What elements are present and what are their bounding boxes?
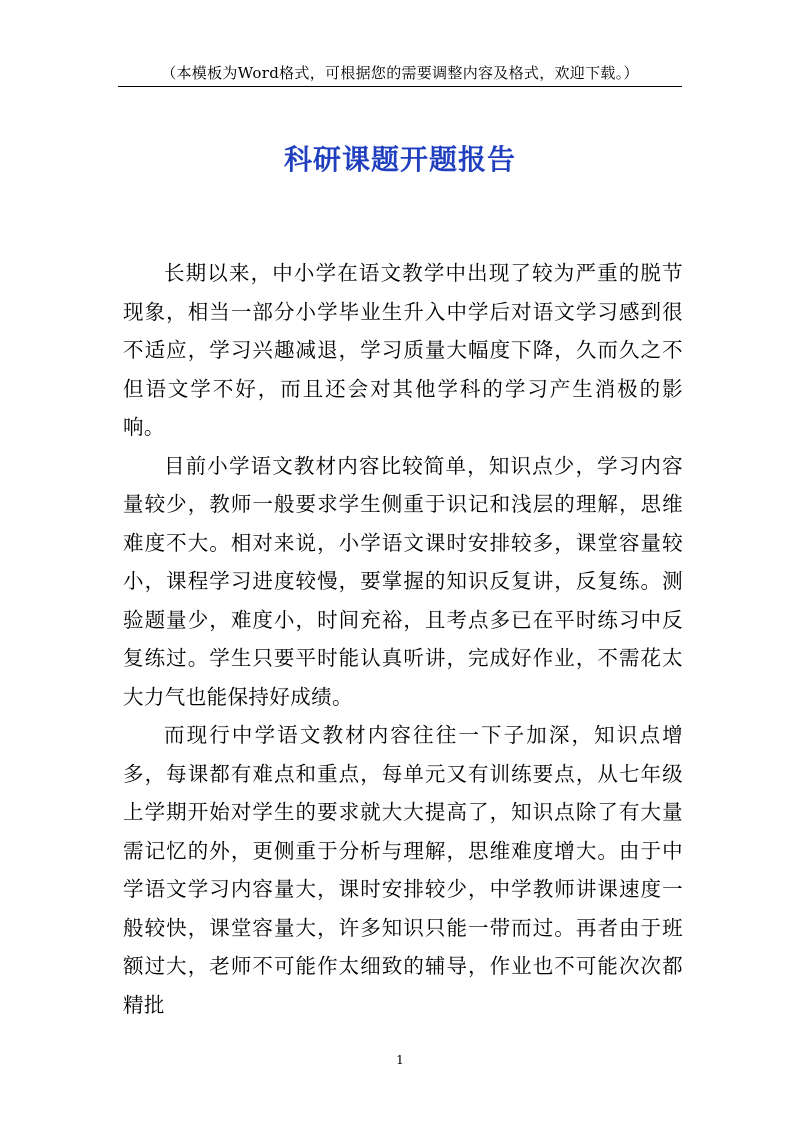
document-body [123, 254, 683, 1024]
template-note: （本模板为Word格式，可根据您的需要调整内容及格式，欢迎下载。） [161, 64, 639, 82]
body-paragraph: 目前小学语文教材内容比较简单，知识点少，学习内容量较少，教师一般要求学生侧重于识记和浅层的理解，思维难度不大。相对来说，小学语文课时安排较多，课堂容量较小，课程学习进度较慢，要掌握的知识反复讲，反复练。测验题量少，难度小，时间充裕，且考点多已在平时练习中反复练过。学生只要平时能认真听讲，完成好作业，不需花太大力气也能保持好成绩。 [123, 453, 683, 709]
page-number: 1 [396, 1053, 404, 1067]
body-paragraph: 而现行中学语文教材内容往往一下子加深，知识点增多，每课都有难点和重点，每单元又有训练要点，从七年级上学期开始对学生的要求就大大提高了，知识点除了有大量需记忆的外，更侧重于分析与理解，思维难度增大。由于中学语文学习内容量大，课时安排较少，中学教师讲课速度一般较快，课堂容量大，许多知识只能一带而过。再者由于班额过大，老师不可能作太细致的辅导，作业也不可能次次都精批 [123, 723, 683, 1017]
header-divider [118, 86, 682, 87]
document-title: 科研课题开题报告 [283, 143, 516, 176]
body-paragraph: 长期以来，中小学在语文教学中出现了较为严重的脱节现象，相当一部分小学毕业生升入中学后对语文学习感到很不适应，学习兴趣减退，学习质量大幅度下降，久而久之不但语文学不好，而且还会对其他学科的学习产生消极的影响。 [123, 261, 683, 439]
